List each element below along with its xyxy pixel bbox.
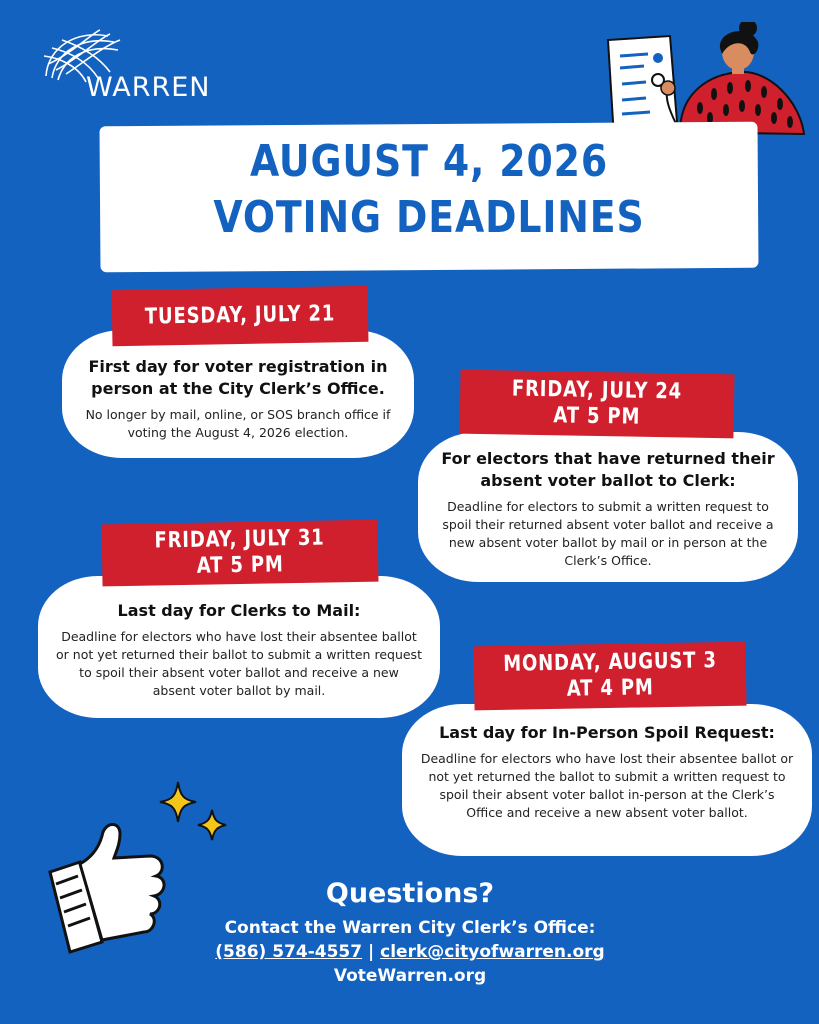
deadline-2-label-line-1: FRIDAY, JULY 24 <box>511 376 683 405</box>
warren-logo <box>38 26 238 106</box>
deadline-3-label-line-2: AT 5 PM <box>196 552 284 579</box>
contact-separator: | <box>368 942 375 962</box>
contact-line: Contact the Warren City Clerk’s Office: <box>224 918 596 938</box>
deadline-4-label-line-1: MONDAY, AUGUST 3 <box>502 648 717 677</box>
deadline-2-label-line-2: AT 5 PM <box>553 403 641 430</box>
questions-heading: Questions? <box>325 878 495 909</box>
contact-links <box>160 942 660 962</box>
phone-link[interactable]: (586) 574-4557 <box>215 942 363 962</box>
title-line-1: AUGUST 4, 2026 <box>249 136 609 187</box>
logo-text: WARREN <box>86 72 211 103</box>
website-link[interactable]: VoteWarren.org <box>333 966 487 986</box>
deadline-4-heading: Last day for In-Person Spoil Request: <box>439 723 775 742</box>
deadline-card-3 <box>38 576 440 718</box>
deadline-3-label <box>101 520 378 587</box>
deadline-1-body: No longer by mail, online, or SOS branch office if voting the August 4, 2026 election. <box>85 407 391 440</box>
deadline-4-body: Deadline for electors who have lost their absentee ballot or not yet returned the ballot to submit a written request to spoil their absent voter ballot in-person at the Clerk’s Office and receive a new absent voter ballot. <box>420 751 794 820</box>
deadline-card-4 <box>402 704 812 856</box>
deadline-3-heading: Last day for Clerks to Mail: <box>117 601 361 620</box>
deadline-2-heading: For electors that have returned their absent voter ballot to Clerk: <box>441 449 775 490</box>
deadline-3-body: Deadline for electors who have lost their absentee ballot or not yet returned their ballot to submit a written request to spoil their absent voter ballot and receive a new absent voter ballot by mail. <box>56 629 422 698</box>
deadline-4-label <box>473 642 746 711</box>
deadline-2-label <box>459 370 734 439</box>
thumbs-up-icon <box>40 812 175 962</box>
deadline-1-heading: First day for voter registration in person at the City Clerk’s Office. <box>88 357 388 398</box>
deadline-4-label-line-2: AT 4 PM <box>566 675 654 702</box>
title-line-2: VOTING DEADLINES <box>213 192 645 243</box>
page-title <box>146 134 712 246</box>
deadline-1-label <box>112 286 369 346</box>
deadline-1-label-line-1: TUESDAY, JULY 21 <box>144 301 336 330</box>
email-link[interactable]: clerk@cityofwarren.org <box>380 942 605 962</box>
deadline-card-1 <box>62 330 414 458</box>
deadline-card-2 <box>418 432 798 582</box>
deadline-2-body: Deadline for electors to submit a written request to spoil their returned absent voter ballot and receive a new absent voter ballot by mail or in person at the Clerk’s Office. <box>442 499 774 568</box>
deadline-3-label-line-1: FRIDAY, JULY 31 <box>154 525 326 554</box>
